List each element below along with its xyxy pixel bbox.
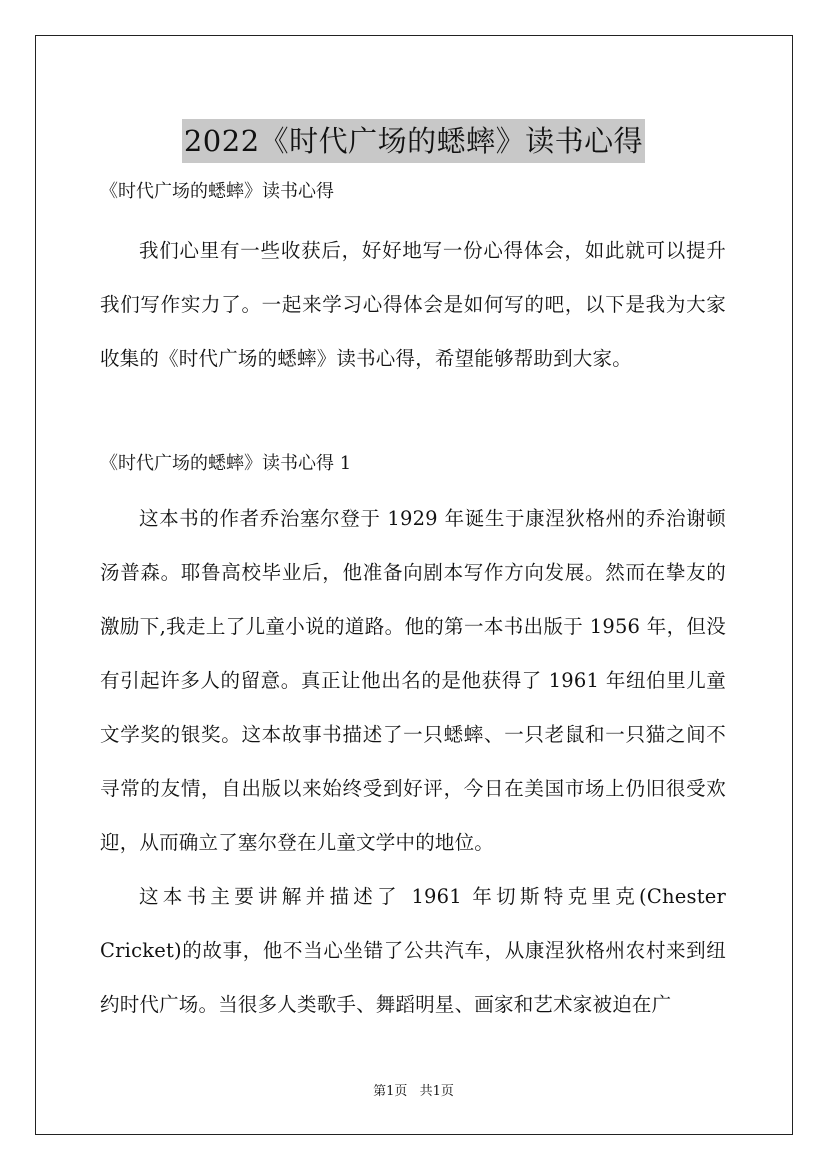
page-total: 共1页 <box>419 1084 454 1099</box>
body-paragraph: 这本书的作者乔治塞尔登于 1929 年诞生于康涅狄格州的乔治谢顿汤普森。耶鲁高校毕业后，他准备向剧本写作方向发展。然而在挚友的激励下,我走上了儿童小说的道路。他的第一本书出版于 1956 年，但没有引起许多人的留意。真正让他出名的是他获得了 1961 年纽伯里儿童文学奖的银奖。这本故事书描述了一只蟋蟀、一只老鼠和一只猫之间不寻常的友情，自出版以来始终受到好评，今日在美国市场上仍旧很受欢迎，从而确立了塞尔登在儿童文学中的地位。 <box>100 507 726 854</box>
page-number: 第1页 <box>373 1084 408 1099</box>
document-body <box>100 170 726 1032</box>
section-heading: 《时代广场的蟋蟀》读书心得 1 <box>100 453 352 474</box>
document-title: 2022《时代广场的蟋蟀》读书心得 <box>182 119 645 163</box>
body-paragraph: 这本书主要讲解并描述了 1961 年切斯特克里克(Chester Cricket)的故事，他不当心坐错了公共汽车，从康涅狄格州农村来到纽约时代广场。当很多人类歌手、舞蹈明星、画家和艺术家被迫在广 <box>100 885 726 1016</box>
intro-paragraph: 我们心里有一些收获后，好好地写一份心得体会，如此就可以提升我们写作实力了。一起来学习心得体会是如何写的吧，以下是我为大家收集的《时代广场的蟋蟀》读书心得，希望能够帮助到大家。 <box>100 239 726 370</box>
page-footer <box>0 1082 827 1102</box>
document-subtitle: 《时代广场的蟋蟀》读书心得 <box>100 181 334 202</box>
